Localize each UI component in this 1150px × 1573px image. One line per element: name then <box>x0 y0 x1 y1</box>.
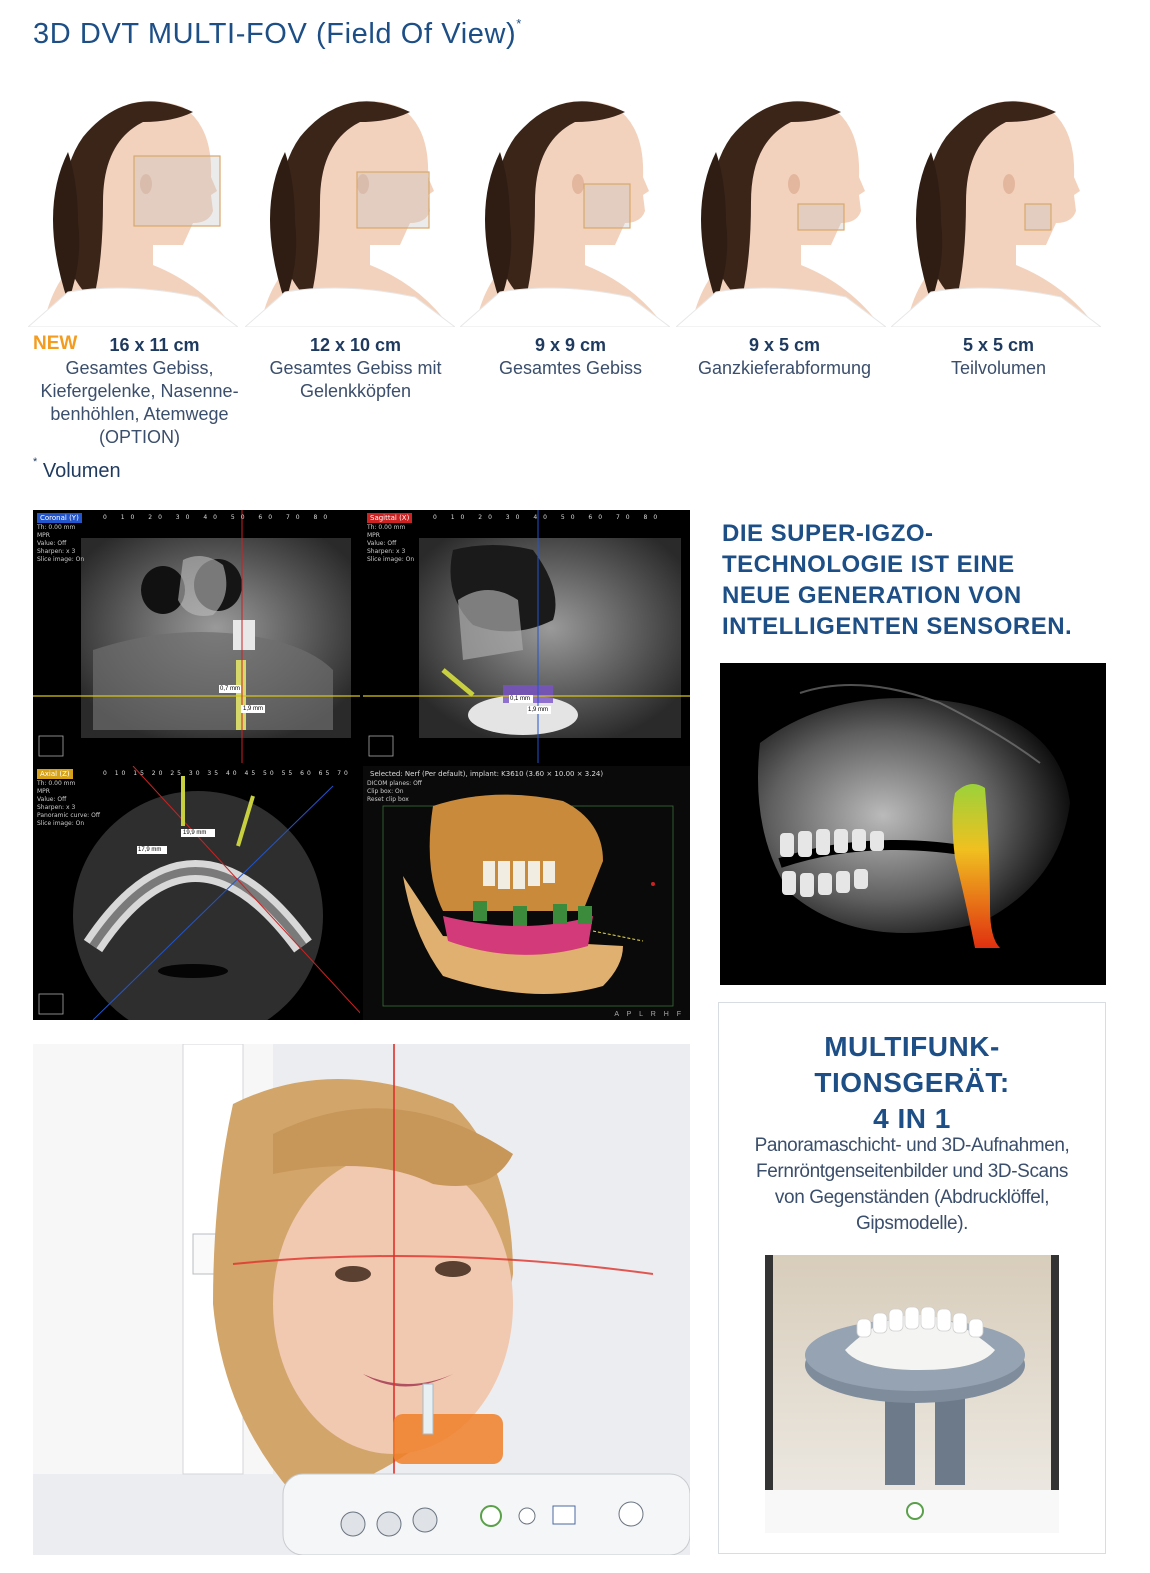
fov-caption-5 <box>891 334 1106 380</box>
ct-pane-3d <box>363 766 690 1020</box>
fov-illustrations <box>28 92 1118 327</box>
pane-label-axial: Axial (Z) <box>37 769 73 779</box>
multifunction-panel <box>718 1002 1106 1554</box>
fov-description: Ganzkieferabformung <box>697 358 872 378</box>
fov-caption-4 <box>677 334 892 380</box>
child-positioning-photo <box>33 1044 690 1555</box>
pane-info: Th: 0.00 mm MPR Value: Off Sharpen: x 3 Slice image: On <box>37 524 85 563</box>
fov-size: 16 x 11 cm <box>109 335 200 355</box>
dental-model-scan-photo <box>765 1255 1059 1533</box>
ct-viewer-composite <box>33 510 690 1020</box>
fov-profile-4 <box>676 92 886 327</box>
fov-description: Gelenkköpfen <box>299 381 412 401</box>
ct-pane-sagittal <box>363 510 690 763</box>
skull-3d-render <box>720 663 1106 985</box>
measurement-label: 17,9 mm <box>138 847 162 853</box>
measurement-label: 1,9 mm <box>528 707 549 713</box>
fov-profile-3 <box>460 92 670 327</box>
fov-size: 9 x 9 cm <box>534 335 607 355</box>
pane-label-coronal: Coronal (Y) <box>37 513 82 523</box>
pane-info: Th: 0.00 mm MPR Value: Off Sharpen: x 3 Slice image: On <box>367 524 415 563</box>
fov-caption-1 <box>32 334 247 449</box>
igzo-headline: DIE SUPER-IGZO- TECHNOLOGIE IST EINE NEUE GENERATION VON INTELLIGENTEN SENSOREN. <box>722 520 1073 640</box>
fov-size: 12 x 10 cm <box>309 335 402 355</box>
fov-description: Gesamtes Gebiss, <box>65 358 214 378</box>
fov-description: Gesamtes Gebiss mit <box>269 358 442 378</box>
fov-description: Kiefergelenke, Nasenne- <box>40 381 239 401</box>
footnote: * Volumen <box>33 456 121 482</box>
fov-profile-1 <box>28 92 238 327</box>
fov-size: 5 x 5 cm <box>962 335 1035 355</box>
pane-ruler: 0 10 15 20 25 30 35 40 45 50 55 60 65 70 <box>103 770 351 777</box>
fov-description: (OPTION) <box>99 427 180 447</box>
orientation-footer: A P L R H F <box>614 1011 684 1018</box>
new-badge: NEW <box>33 333 78 354</box>
pane-info: Th: 0.00 mm MPR Value: Off Sharpen: x 3 Panoramic curve: Off Slice image: On <box>37 780 100 827</box>
measurement-label: 0,1 mm <box>510 696 531 702</box>
ct-pane-coronal <box>33 510 360 763</box>
pane-ruler: 0 10 20 30 40 50 60 70 80 <box>103 514 334 521</box>
pane-label-3d: Selected: Nerf (Per default), implant: K3610 (3.60 × 10.00 × 3.24) <box>370 770 604 778</box>
fov-description: Teilvolumen <box>950 358 1047 378</box>
fov-profile-2 <box>245 92 455 327</box>
ct-pane-axial <box>33 766 360 1020</box>
fov-caption-2 <box>248 334 463 403</box>
multifunction-title: MULTIFUNK- TIONSGERÄT: 4 IN 1 <box>814 1031 1010 1134</box>
fov-profile-5 <box>891 92 1101 327</box>
pane-label-sagittal: Sagittal (X) <box>367 513 412 523</box>
fov-description: benhöhlen, Atemwege <box>50 404 229 424</box>
measurement-label: 1,9 mm <box>243 706 264 712</box>
multifunction-text: Panoramaschicht- und 3D-Aufnahmen, Fernröntgenseitenbilder und 3D-Scans von Gegenständen (Abdrucklöffel, Gipsmodelle). <box>754 1135 1070 1234</box>
measurement-label: 0,7 mm <box>220 686 241 692</box>
measurement-label: 19,9 mm <box>183 830 207 836</box>
pane-info: DICOM planes: Off Clip box: On Reset clip box <box>367 780 422 803</box>
page-title: 3D DVT MULTI-FOV (Field Of View)* <box>33 16 522 50</box>
fov-size: 9 x 5 cm <box>748 335 821 355</box>
fov-caption-3 <box>463 334 678 380</box>
pane-ruler: 0 10 20 30 40 50 60 70 80 <box>433 514 664 521</box>
fov-description: Gesamtes Gebiss <box>498 358 643 378</box>
